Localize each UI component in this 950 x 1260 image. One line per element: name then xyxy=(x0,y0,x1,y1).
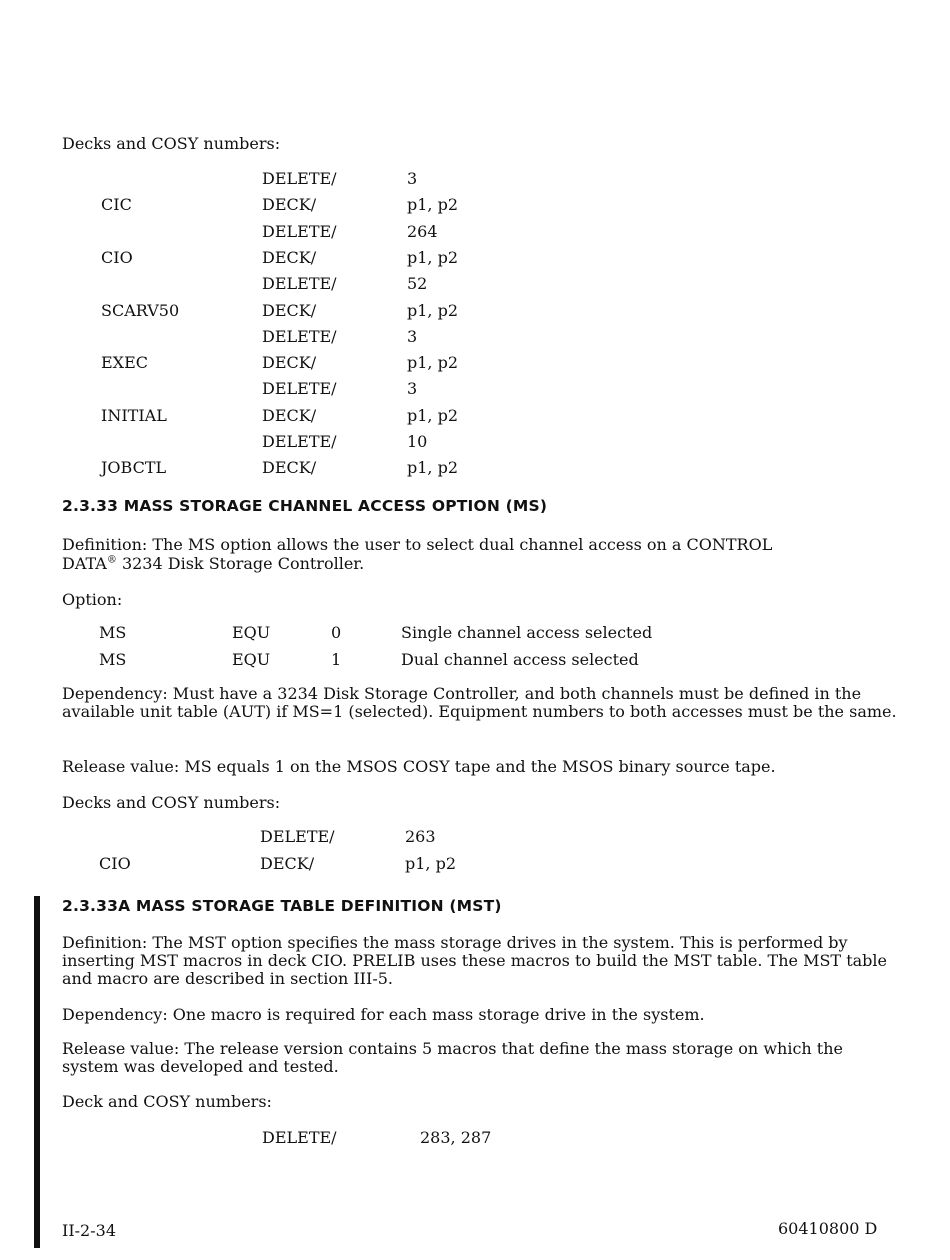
deck-value: 263 xyxy=(405,827,436,846)
section-heading-2-3-33: 2.3.33 MASS STORAGE CHANNEL ACCESS OPTION (MS) xyxy=(62,497,548,515)
release-value-mst: Release value: The release version contains 5 macros that define the mass storage on which the system was developed and tested. xyxy=(62,1039,843,1076)
deck-value: 10 xyxy=(407,432,428,451)
change-bar xyxy=(34,896,40,1248)
deck-command: DELETE/ xyxy=(262,379,337,399)
deck-value: p1, p2 xyxy=(407,247,459,267)
deck-command: DELETE/ xyxy=(262,326,337,346)
page-number: II-2-34 xyxy=(62,1221,116,1240)
deck-value: 3 xyxy=(407,169,418,188)
option-description: Dual channel access selected xyxy=(401,650,639,669)
option-operator: EQU xyxy=(232,623,271,642)
option-description: Single channel access selected xyxy=(401,623,653,642)
deck-name: CIO xyxy=(99,854,131,873)
deck-command: DELETE/ xyxy=(262,274,337,294)
deck-command: DECK/ xyxy=(262,458,317,478)
definition-line-1: Definition: The MS option allows the user to select dual channel access on a CONTROL xyxy=(62,535,773,554)
deck-value: 3 xyxy=(407,379,418,399)
section-heading-2-3-33a: 2.3.33A MASS STORAGE TABLE DEFINITION (MST) xyxy=(62,897,502,915)
deck-value: p1, p2 xyxy=(407,300,459,320)
deck-command: DELETE/ xyxy=(260,827,335,846)
deck-name: EXEC xyxy=(101,353,148,373)
deck-command: DECK/ xyxy=(260,854,315,873)
deck-name: CIO xyxy=(101,247,133,267)
decks-label-2: Decks and COSY numbers: xyxy=(62,793,281,812)
deck-value: 52 xyxy=(407,274,428,294)
deck-command: DECK/ xyxy=(262,247,317,267)
deck-value: p1, p2 xyxy=(407,353,459,373)
deck-command: DECK/ xyxy=(262,405,317,425)
deck-command: DELETE/ xyxy=(262,432,337,451)
deck-command: DELETE/ xyxy=(262,169,337,188)
deck-command: DECK/ xyxy=(262,300,317,320)
deck-command: DECK/ xyxy=(262,195,317,215)
decks-label-1: Decks and COSY numbers: xyxy=(62,134,281,153)
document-number: 60410800 D xyxy=(778,1219,878,1238)
deck-value: p1, p2 xyxy=(407,458,459,478)
deck-name: SCARV50 xyxy=(101,300,180,320)
option-name: MS xyxy=(99,650,127,669)
deck-value: 264 xyxy=(407,221,438,241)
option-name: MS xyxy=(99,623,127,642)
deck-name: JOBCTL xyxy=(101,458,167,478)
option-value: 1 xyxy=(331,650,342,669)
deck-command: DELETE/ xyxy=(262,221,337,241)
dependency-ms: Dependency: Must have a 3234 Disk Storage Controller, and both channels must be defined in the available unit table (AUT) if MS=1 (selected). Equipment numbers to both accesses must be the same. xyxy=(62,684,897,721)
release-value-ms: Release value: MS equals 1 on the MSOS COSY tape and the MSOS binary source tape. xyxy=(62,757,776,776)
definition-mst: Definition: The MST option specifies the mass storage drives in the system. This is performed by inserting MST macros in deck CIO. PRELIB uses these macros to build the MST table. The MST table and macro are described in section III-5. xyxy=(62,933,887,988)
deck-command: DECK/ xyxy=(262,353,317,373)
deck-value: p1, p2 xyxy=(405,854,457,873)
deck-name: INITIAL xyxy=(101,405,167,425)
dependency-mst: Dependency: One macro is required for each mass storage drive in the system. xyxy=(62,1005,705,1024)
deck-value: p1, p2 xyxy=(407,195,459,215)
option-label: Option: xyxy=(62,590,123,609)
deck-value: 3 xyxy=(407,326,418,346)
option-value: 0 xyxy=(331,623,342,642)
option-operator: EQU xyxy=(232,650,271,669)
definition-line-2: DATA® 3234 Disk Storage Controller. xyxy=(62,554,365,573)
deck-cmd-3: DELETE/ xyxy=(262,1128,337,1147)
registered-mark: ® xyxy=(106,554,117,566)
deck-label-3: Deck and COSY numbers: xyxy=(62,1092,272,1111)
deck-name: CIC xyxy=(101,195,132,215)
deck-value: p1, p2 xyxy=(407,405,459,425)
deck-val-3: 283, 287 xyxy=(420,1128,492,1147)
